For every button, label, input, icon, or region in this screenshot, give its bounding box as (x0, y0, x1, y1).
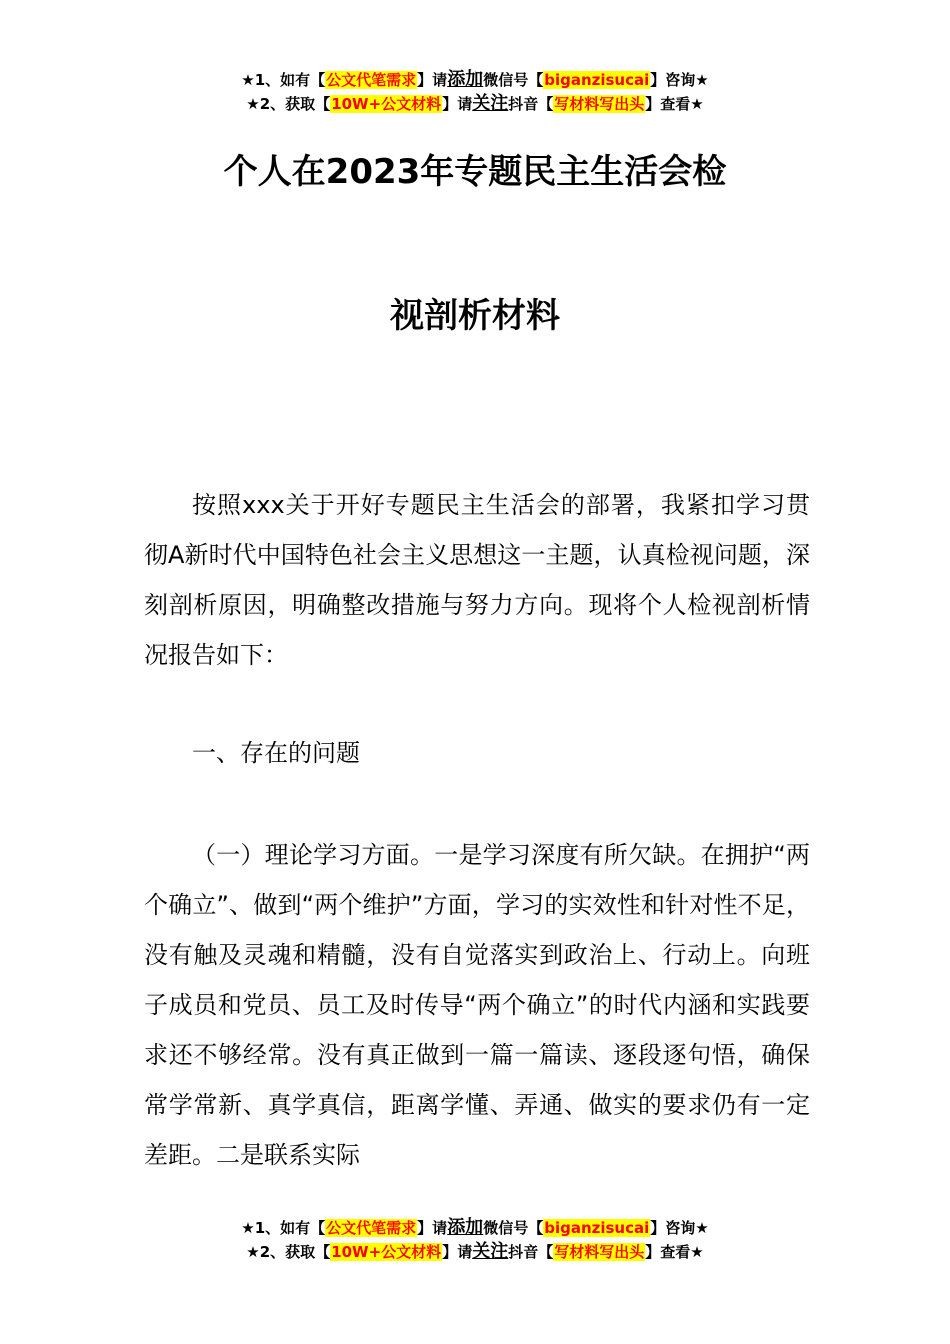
section-heading: 一、存在的问题 (192, 739, 360, 767)
body-paragraph-intro: 按照xxx关于开好专题民主生活会的部署，我紧扣学习贯彻A新时代中国特色社会主义思想这一主题，认真检视问题，深刻剖析原因，明确整改措施与努力方向。现将个人检视剖析情况报告如下： (144, 491, 810, 669)
highlight-service: 公文代笔需求 (326, 71, 417, 89)
banner-line-1: ★1、如有【公文代笔需求】请添加微信号【biganzisucai】咨询★ (241, 1217, 709, 1238)
banner-line-2: ★2、获取【10W+公文材料】请关注抖音【写材料写出头】查看★ (246, 1241, 704, 1262)
highlight-wechat-id: biganzisucai (544, 71, 650, 89)
body-paragraph-theory: （一）理论学习方面。一是学习深度有所欠缺。在拥护“两个确立”、做到“两个维护”方面，学习的实效性和针对性不足，没有触及灵魂和精髓，没有自觉落实到政治上、行动上。向班子成员和党员、员工及时传导“两个确立”的时代内涵和实践要求还不够经常。没有真正做到一篇一篇读、逐段逐句悟，确保常学常新、真学真信，距离学懂、弄通、做实的要求仍有一定差距。二是联系实际 (144, 841, 810, 1169)
highlight-douyin-account: 写材料写出头 (554, 95, 645, 113)
highlight-wechat-id: biganzisucai (544, 1219, 650, 1237)
header-banner (0, 68, 950, 116)
footer-banner (0, 1216, 950, 1264)
banner-line-1: ★1、如有【公文代笔需求】请添加微信号【biganzisucai】咨询★ (241, 69, 709, 90)
document-title-line-1: 个人在2023年专题民主生活会检 (223, 152, 727, 192)
highlight-douyin-account: 写材料写出头 (554, 1243, 645, 1261)
banner-line-2: ★2、获取【10W+公文材料】请关注抖音【写材料写出头】查看★ (246, 93, 704, 114)
document-title-line-2: 视剖析材料 (390, 296, 560, 336)
highlight-service: 公文代笔需求 (326, 1219, 417, 1237)
highlight-materials: 10W+公文材料 (331, 1243, 442, 1261)
highlight-materials: 10W+公文材料 (331, 95, 442, 113)
